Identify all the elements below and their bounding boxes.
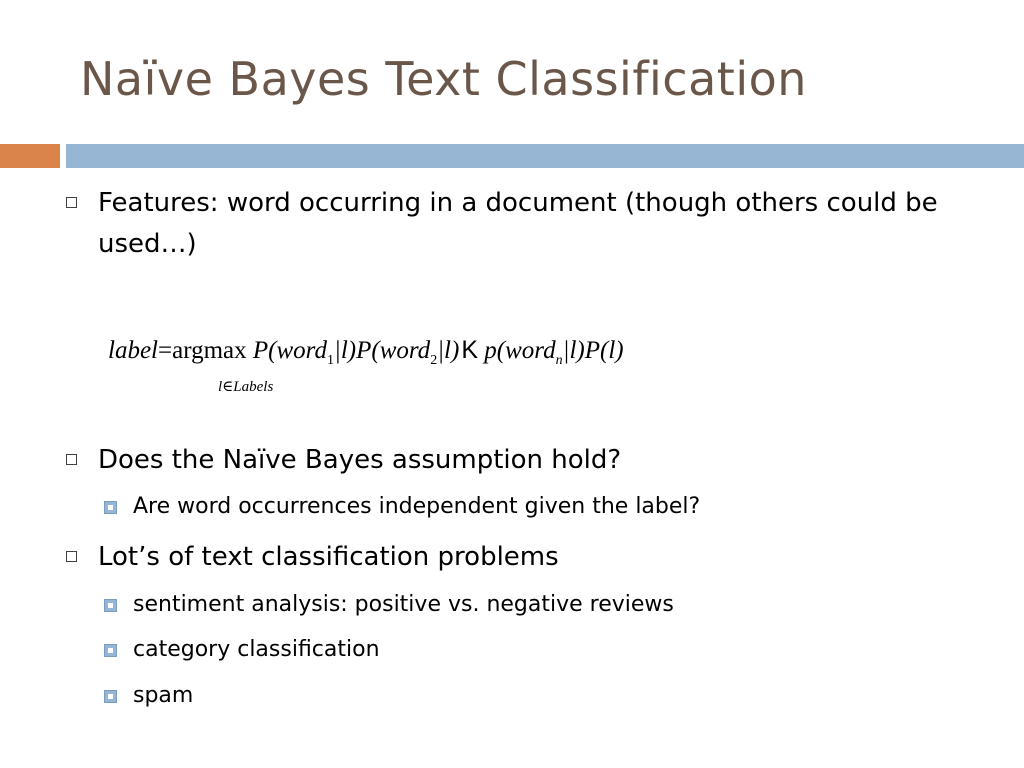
formula-term-2: P(word bbox=[356, 337, 431, 364]
filled-square-bullet-icon bbox=[104, 644, 117, 657]
formula-cond-n: |l)P(l) bbox=[562, 337, 624, 364]
formula-under-set: Labels bbox=[233, 379, 274, 395]
formula-equals: = bbox=[158, 337, 173, 364]
formula-sub-1: 1 bbox=[326, 353, 334, 368]
filled-square-bullet-icon bbox=[104, 690, 117, 703]
formula-ellipsis: K bbox=[461, 336, 479, 364]
sub-bullet-text: category classification bbox=[133, 637, 380, 662]
formula-main-line bbox=[108, 336, 624, 368]
formula-lhs: label bbox=[108, 337, 158, 364]
bullet-assumption-text: Does the Naïve Bayes assumption hold? bbox=[98, 445, 622, 475]
bullet-features-text: Features: word occurring in a document (though others could be used…) bbox=[98, 188, 938, 259]
formula-cond-1: |l) bbox=[333, 337, 357, 364]
filled-square-bullet-icon bbox=[104, 501, 117, 514]
formula-cond-2: |l) bbox=[437, 337, 460, 364]
sub-bullet-text: sentiment analysis: positive vs. negative reviews bbox=[133, 592, 674, 617]
formula-sub-n: n bbox=[555, 353, 563, 368]
sub-bullet-text: Are word occurrences independent given the label? bbox=[133, 494, 701, 519]
formula-under-var: l bbox=[218, 379, 223, 395]
formula-argmax-subscript bbox=[218, 377, 273, 396]
hollow-square-bullet-icon bbox=[66, 551, 77, 562]
sub-bullet-text: spam bbox=[133, 683, 194, 708]
divider-accent-orange bbox=[0, 144, 60, 168]
filled-square-bullet-icon bbox=[104, 599, 117, 612]
formula-argmax: argmax bbox=[172, 337, 247, 364]
naive-bayes-formula bbox=[108, 336, 868, 406]
hollow-square-bullet-icon bbox=[66, 197, 77, 208]
formula-sub-2: 2 bbox=[430, 353, 438, 368]
hollow-square-bullet-icon bbox=[66, 454, 77, 465]
formula-term-1: P(word bbox=[252, 337, 327, 364]
divider-accent-blue bbox=[66, 144, 1024, 168]
bullet-problems-text: Lot’s of text classification problems bbox=[98, 542, 559, 572]
slide-title: Naïve Bayes Text Classification bbox=[80, 52, 807, 106]
formula-under-in: ∈ bbox=[222, 379, 234, 395]
formula-term-n: p(word bbox=[484, 337, 556, 364]
